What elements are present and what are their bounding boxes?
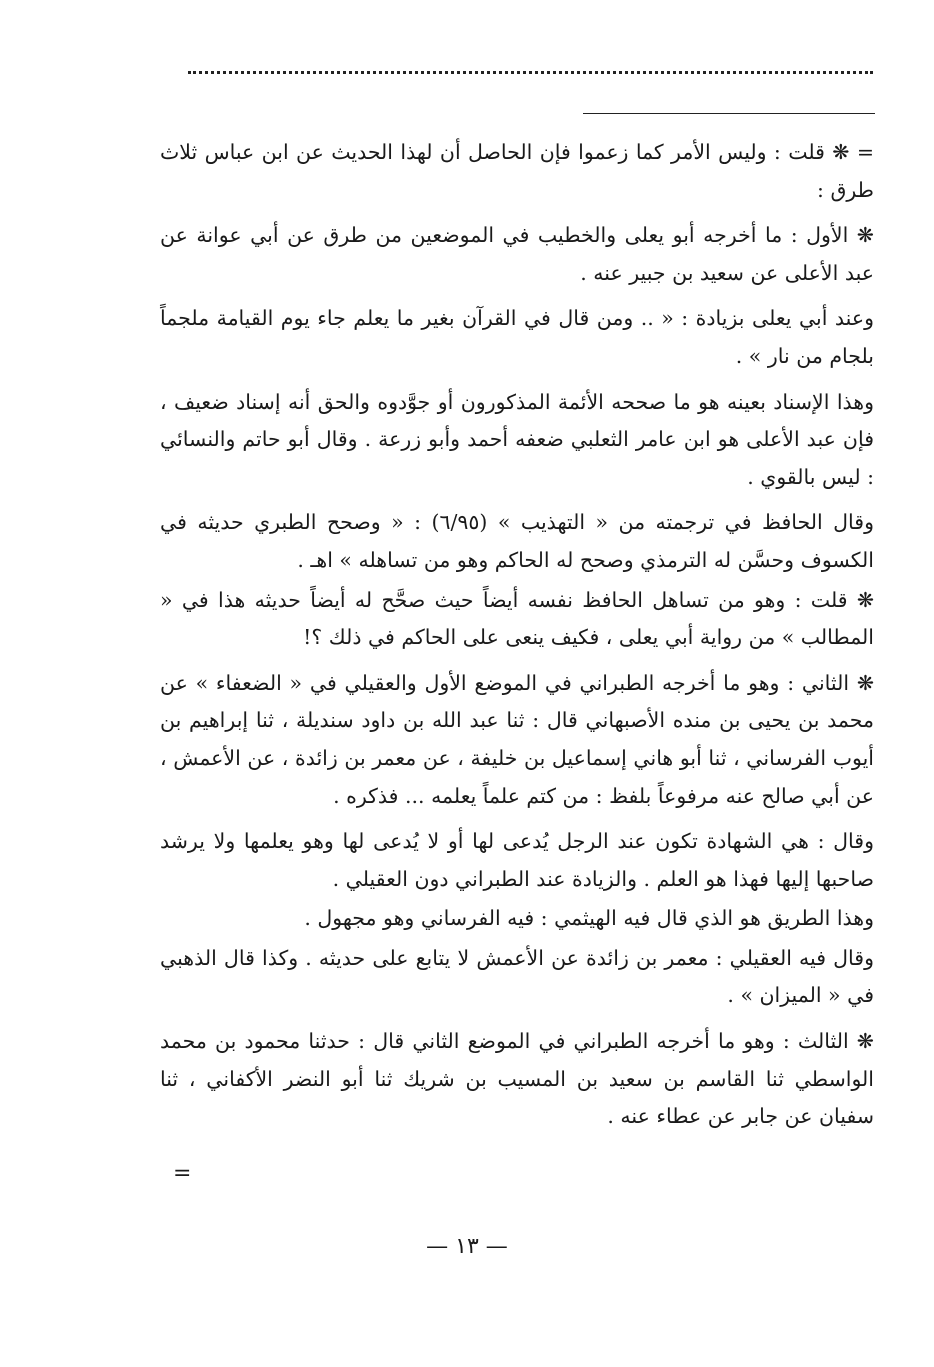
header-short-rule [583, 113, 875, 114]
paragraph-2: ❋ الأول : ما أخرجه أبو يعلى والخطيب في الموضعين من طرق عن أبي عوانة عن عبد الأعلى عن سعيد بن جبير عنه . [160, 223, 874, 285]
paragraph-8: وقال : هي الشهادة تكون عند الرجل يُدعى لها أو لا يُدعى لها وهو يعلمها ولا يرشد صاحبها إليها فهذا هو العلم . والزيادة عند الطبراني دون العقيلي . [160, 829, 874, 891]
paragraph-3: وعند أبي يعلى بزيادة : « .. ومن قال في القرآن بغير ما يعلم جاء يوم القيامة ملجماً بلجام من نار » . [160, 306, 874, 368]
paragraph-1: = ❋ قلت : وليس الأمر كما زعموا فإن الحاصل أن لهذا الحديث عن ابن عباس ثلاث طرق : [160, 140, 874, 202]
continuation-mark: = [173, 1161, 192, 1186]
paragraph-5: وقال الحافظ في ترجمته من « التهذيب » (٦/٩٥) : « وصحح الطبري حديثه في الكسوف وحسَّن له الترمذي وصحح له الحاكم وهو من تساهله » اهـ . [160, 510, 874, 572]
body-text [160, 134, 874, 1144]
paragraph-9: وهذا الطريق هو الذي قال فيه الهيثمي : فيه الفرساني وهو مجهول . [304, 906, 874, 931]
paragraph-7: ❋ الثاني : وهو ما أخرجه الطبراني في الموضع الأول والعقيلي في « الضعفاء » عن محمد بن يحيى بن منده الأصبهاني قال : ثنا عبد الله بن داود سنديلة ، ثنا إبراهيم بن أيوب الفرساني ، ثنا أبو هاني إسماعيل بن خليفة ، عن معمر بن زائدة ، عن الأعمش ، عن أبي صالح عنه مرفوعاً بلفظ : من كتم علماً يعلمه ... فذكره . [160, 670, 874, 808]
paragraph-4: وهذا الإسناد بعينه هو ما صححه الأئمة المذكورون أو جوَّدوه والحق أنه إسناد ضعيف ، فإن عبد الأعلى هو ابن عامر الثعلبي ضعفه أحمد وأبو زرعة . وقال أبو حاتم والنسائي : ليس بالقوي . [160, 389, 874, 489]
page-number: — ١٣ — [426, 1234, 508, 1259]
header-dotted-rule [188, 71, 873, 74]
paragraph-10: وقال فيه العقيلي : معمر بن زائدة عن الأعمش لا يتابع على حديثه . وكذا قال الذهبي في « الميزان » . [160, 945, 874, 1008]
paragraph-6: ❋ قلت : وهو من تساهل الحافظ نفسه أيضاً حيث صحَّح له أيضاً حديثه هذا في « المطالب » من رواية أبي يعلى ، فكيف ينعى على الحاكم في ذلك ؟! [160, 587, 874, 650]
paragraph-11: ❋ الثالث : وهو ما أخرجه الطبراني في الموضع الثاني قال : حدثنا محمود بن محمد الواسطي ثنا القاسم بن سعيد بن المسيب بن شريك ثنا أبو النضر الأكفاني ، ثنا سفيان عن جابر عن عطاء عنه . [160, 1029, 874, 1129]
